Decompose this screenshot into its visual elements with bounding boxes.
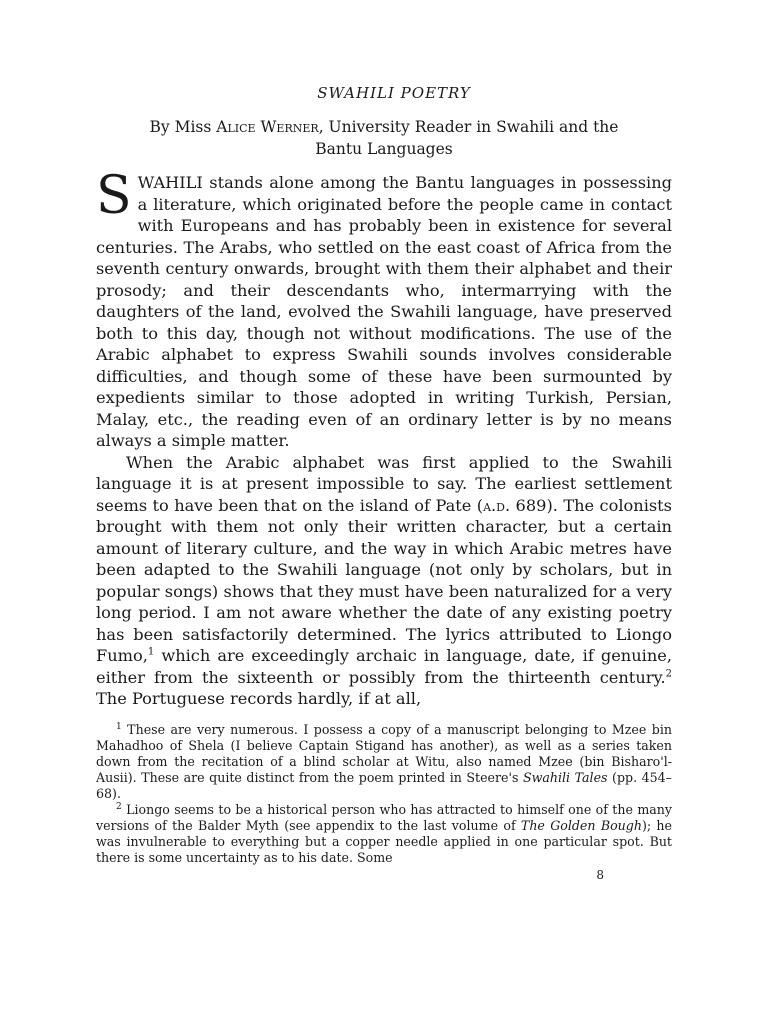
footnote-ref-1[interactable]: 1 [147,646,155,658]
footnote-2-part-1: Liongo seems to be a historical person who has attracted to himself one of the many versions of the Balder Myth (see appendix to the last volume of [96,801,672,833]
era-abbreviation: a.d. [483,495,511,515]
footnote-2 [96,802,672,866]
footnote-1-part-1: These are very numerous. I possess a copy of a manuscript belonging to Mzee bin Mahadhoo of Shela (I believe Captain Stigand has another), as well as a series taken down from the recitation of a blind scholar at Witu, also named Mzee (bin Bisharo'l-Ausii). These are quite distinct from the poem printed in Steere's [96,721,672,785]
byline [96,116,672,160]
footnote-1-mark: 1 [116,721,122,732]
paragraph-2-part-2: 689). The colonists brought with them not only their written character, but a certain amount of literary culture, and the way in which Arabic metres have been adapted to the Swahili language (not only by scholars, but in popular songs) shows that they must have been naturalized for a very long period. I am not aware whether the date of any existing poetry has been satisfactorily determined. The lyrics attributed to Liongo Fumo, [96,495,672,665]
footnote-1-part-2: (pp. 454–68). [96,769,672,801]
paragraph-1-text: stands alone among the Bantu languages in possessing a literature, which originated before the people came in contact with Europeans and has probably been in existence for several centuries. The Arabs, who settled on the east coast of Africa from the seventh century onwards, brought with them their alphabet and their prosody; and their descendants who, intermarrying with the daughters of the land, evolved the Swahili language, have preserved both to this day, though not without modifications. The use of the Arabic alphabet to express Swahili sounds involves considerable difficulties, and though some of these have been surmounted by expedients similar to those adopted in writing Turkish, Persian, Malay, etc., the reading even of an ordinary letter is by no means always a simple matter. [96,173,672,450]
footnote-1 [96,722,672,802]
paragraph-2-part-1: When the Arabic alphabet was first applied to the Swahili language it is at present impossible to say. The earliest settlement seems to have been that on the island of Pate ( [96,452,672,515]
byline-prefix: By Miss [149,118,212,136]
document-page [96,84,672,882]
paragraph-1 [96,166,672,452]
footnote-1-book: Swahili Tales [522,769,608,785]
page-number: 8 [596,867,604,882]
paragraph-2 [96,452,672,710]
paragraph-1-opening: WAHILI [137,173,203,192]
byline-affiliation-1: , University Reader in Swahili and the [318,118,619,136]
article-body [96,166,672,710]
footnote-2-book: The Golden Bough [520,817,642,833]
article-title: SWAHILI POETRY [317,84,471,102]
paragraph-2-part-4: The Portuguese records hardly, if at all, [96,689,422,708]
footnote-ref-2[interactable]: 2 [665,668,672,680]
drop-cap: S [96,166,132,226]
byline-author: Alice Werner [216,118,319,136]
footnote-2-part-2: ); he was invulnerable to everything but a copper needle applied in one particular spot. But there is some uncertainty as to his date. Some [96,817,672,865]
paragraph-2-part-3: which are exceedingly archaic in language, date, if genuine, either from the sixteenth or possibly from the thirteenth century. [96,646,672,687]
byline-affiliation-2: Bantu Languages [315,140,453,158]
footnote-2-mark: 2 [116,801,122,812]
footnotes [96,722,672,866]
